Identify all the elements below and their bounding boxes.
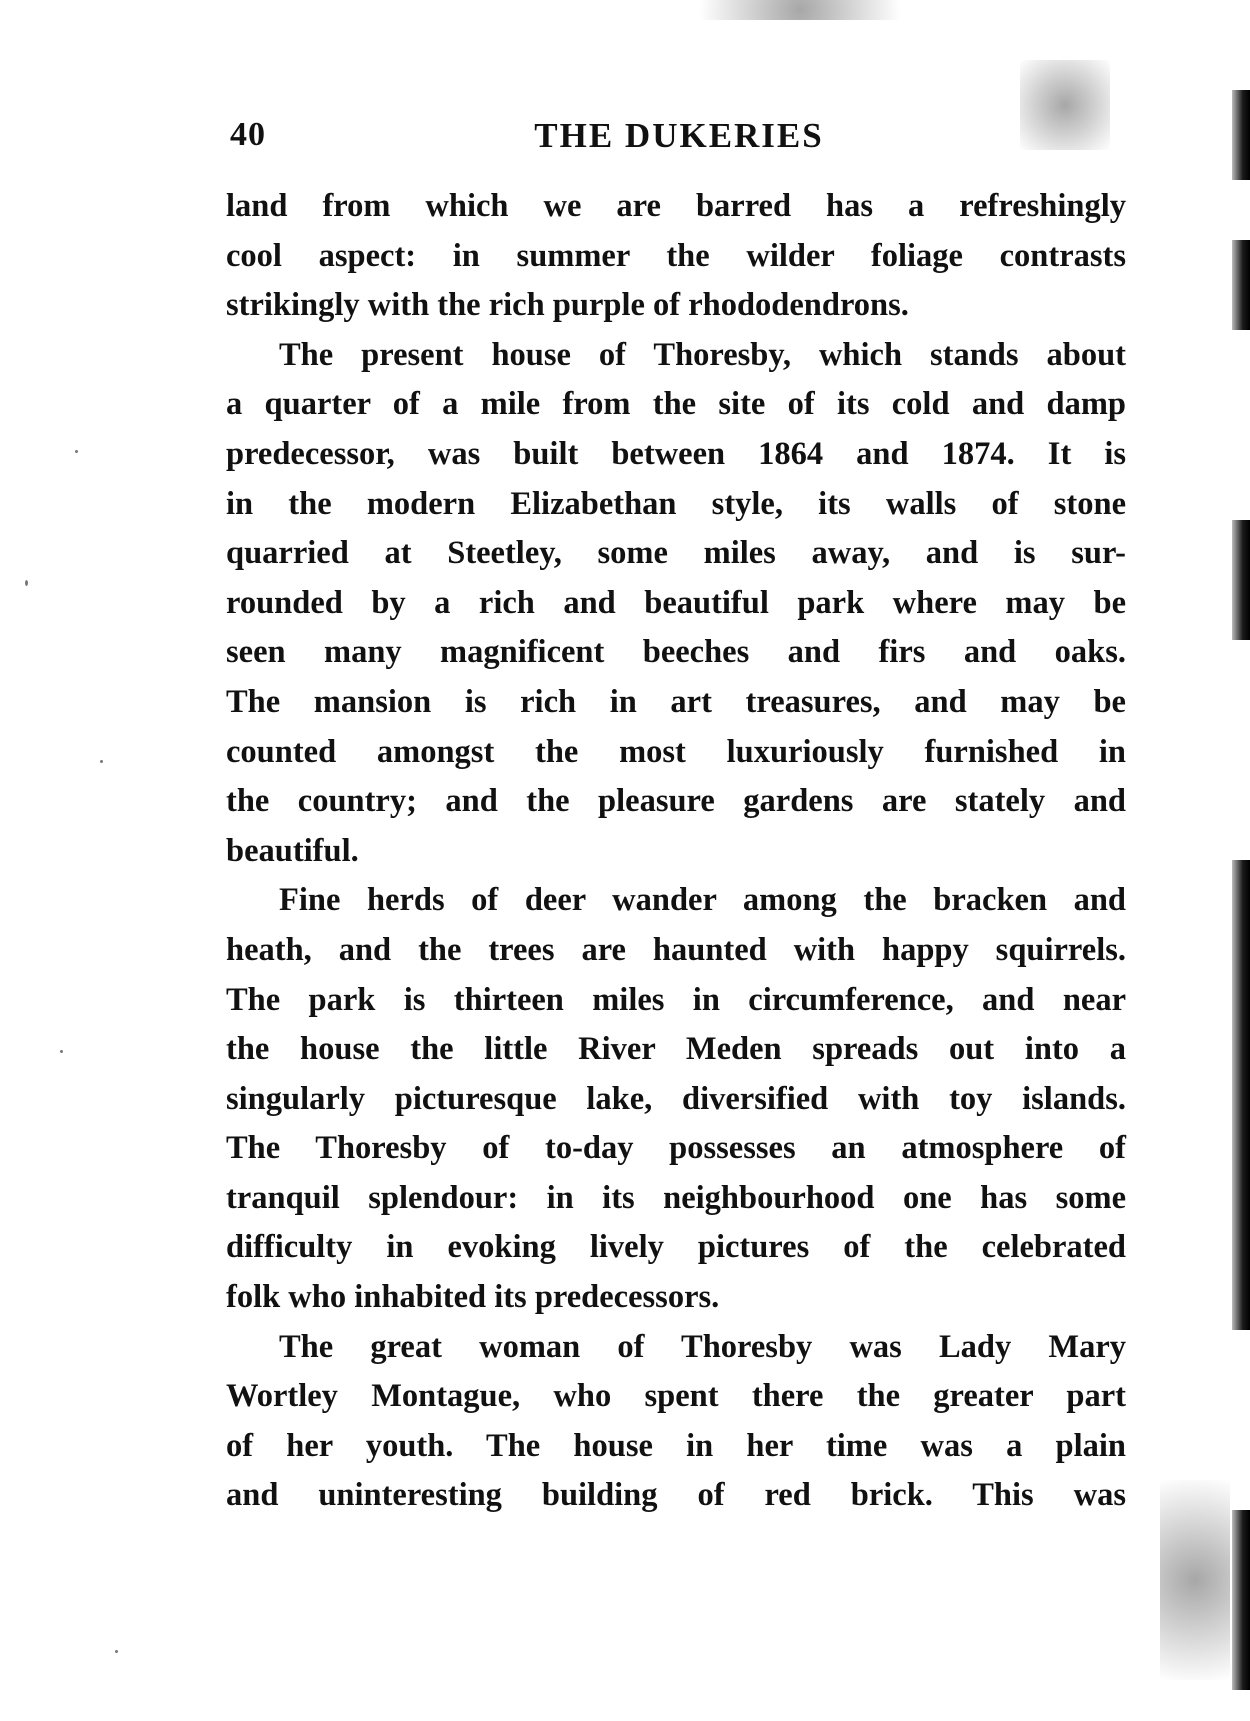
text-line: strikingly with the rich purple of rhododendrons.	[226, 287, 909, 324]
text-line: and uninteresting building of red brick. This was	[226, 1477, 1126, 1514]
text-line: seen many magnificent beeches and firs and oaks.	[226, 634, 1126, 671]
scan-smudge	[700, 0, 900, 20]
scan-speck	[25, 580, 28, 586]
scan-speck	[115, 1650, 118, 1653]
text-line: counted amongst the most luxuriously furnished in	[226, 733, 1126, 770]
running-title: THE DUKERIES	[534, 116, 824, 155]
paragraph-start-line: Fine herds of deer wander among the bracken and	[279, 882, 1126, 919]
text-line: Wortley Montague, who spent there the greater part	[226, 1378, 1126, 1415]
text-line: cool aspect: in summer the wilder foliage contrasts	[226, 237, 1126, 274]
page-edge-shadow	[1232, 240, 1250, 330]
page-edge-shadow	[1232, 520, 1250, 640]
text-line: of her youth. The house in her time was a plain	[226, 1427, 1126, 1464]
text-line: land from which we are barred has a refreshingly	[226, 188, 1126, 224]
text-line: The mansion is rich in art treasures, and may be	[226, 683, 1126, 720]
text-line: in the modern Elizabethan style, its walls of stone	[226, 485, 1126, 522]
text-line: The park is thirteen miles in circumference, and near	[226, 981, 1126, 1018]
scan-smudge	[1020, 60, 1110, 150]
text-line: tranquil splendour: in its neighbourhood one has some	[226, 1179, 1126, 1216]
scan-speck	[60, 1050, 63, 1053]
paragraph-start-line: The great woman of Thoresby was Lady Mary	[279, 1328, 1126, 1365]
page-edge-shadow	[1232, 1510, 1250, 1690]
text-line: beautiful.	[226, 832, 359, 869]
page-edge-shadow	[1232, 90, 1250, 180]
text-line: the house the little River Meden spreads out into a	[226, 1031, 1126, 1068]
text-line: singularly picturesque lake, diversified with toy islands.	[226, 1080, 1126, 1117]
scan-speck	[75, 450, 78, 453]
body-text	[226, 182, 1126, 1521]
page-edge-shadow	[1232, 860, 1250, 1330]
page-number: 40	[230, 116, 266, 153]
text-line: difficulty in evoking lively pictures of the celebrated	[226, 1229, 1126, 1266]
text-line: a quarter of a mile from the site of its cold and damp	[226, 386, 1126, 423]
text-line: folk who inhabited its predecessors.	[226, 1279, 720, 1316]
scan-smudge	[1160, 1480, 1230, 1680]
text-line: the country; and the pleasure gardens are stately and	[226, 783, 1126, 820]
paragraph-start-line: The present house of Thoresby, which stands about	[279, 336, 1126, 373]
text-line: rounded by a rich and beautiful park where may be	[226, 584, 1126, 621]
scan-speck	[100, 760, 103, 763]
text-line: The Thoresby of to-day possesses an atmosphere of	[226, 1130, 1126, 1167]
text-line: predecessor, was built between 1864 and 1874. It is	[226, 435, 1126, 472]
text-line: quarried at Steetley, some miles away, and is sur-	[226, 535, 1126, 572]
text-line: heath, and the trees are haunted with happy squirrels.	[226, 931, 1126, 968]
